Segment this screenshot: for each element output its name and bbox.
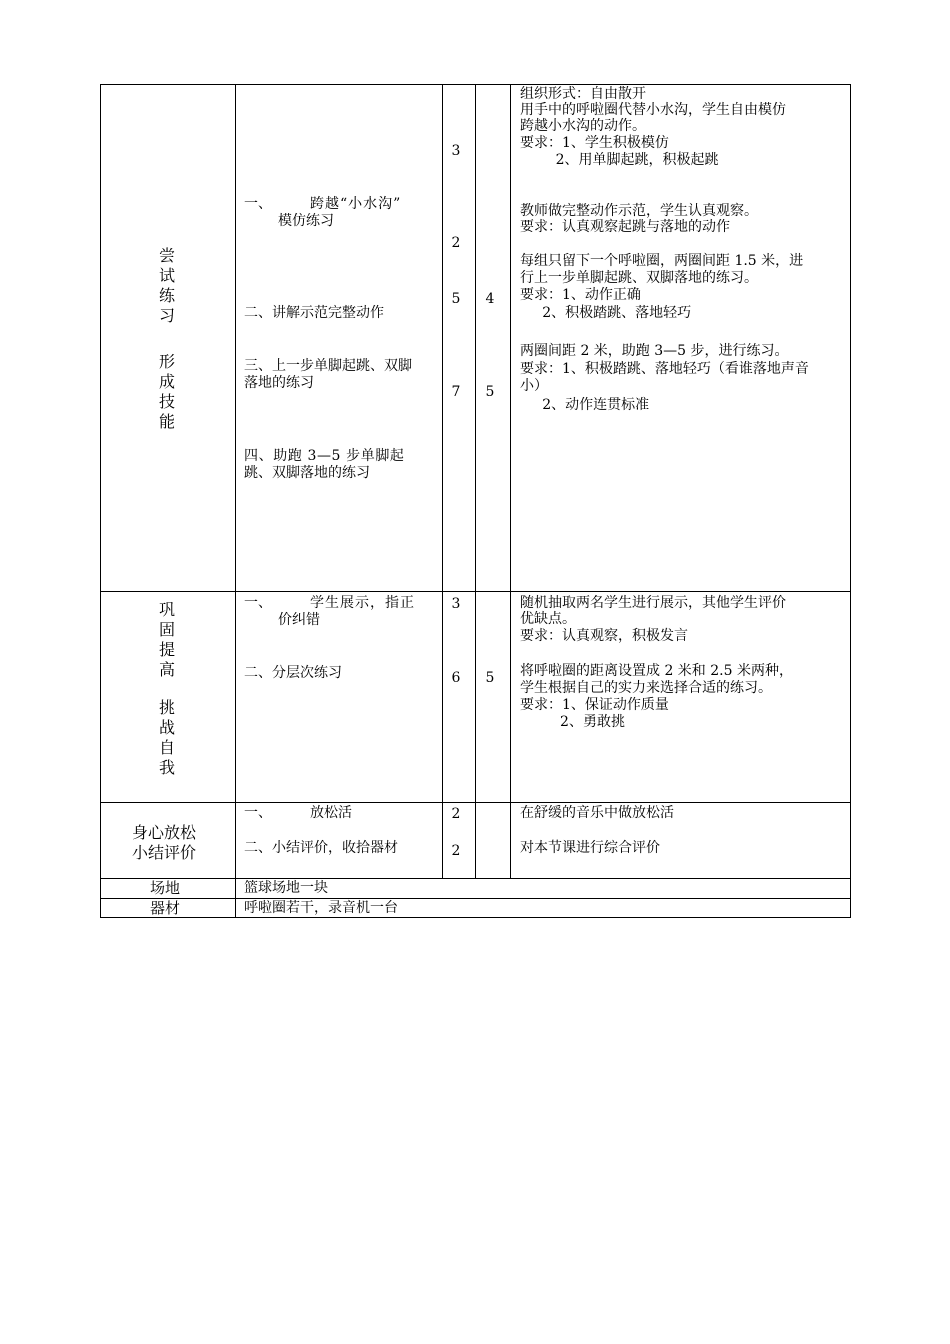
stage-label-consolidate [152, 600, 182, 778]
method-line: 教师做完整动作示范，学生认真观察。 [520, 203, 758, 219]
time-value: 3 [451, 596, 461, 612]
method-line: 2、勇敢挑 [520, 714, 625, 730]
time-value: 2 [451, 843, 461, 859]
stage-char: 技 [158, 392, 175, 411]
column-divider [235, 84, 236, 918]
stage-char: 练 [158, 286, 175, 305]
table-border-bottom [100, 917, 851, 918]
method-line: 两圈间距 2 米，助跑 3—5 步，进行练习。 [520, 343, 789, 359]
venue-label: 场地 [150, 879, 181, 897]
column-divider [510, 84, 511, 878]
time-value: 6 [451, 670, 461, 686]
method-line: 要求：认真观察，积极发言 [520, 628, 688, 644]
equipment-value: 呼啦圈若干，录音机一台 [244, 900, 398, 916]
method-line: 要求：认真观察起跳与落地的动作 [520, 219, 730, 235]
table-border-right [850, 84, 851, 918]
content-item-3-line1: 三、上一步单脚起跳、双脚 [244, 358, 412, 374]
stage-char: 试 [158, 266, 175, 285]
row-divider [100, 878, 851, 879]
time-value: 2 [451, 806, 461, 822]
method-line: 跨越小水沟的动作。 [520, 118, 646, 134]
table-border-left [100, 84, 101, 918]
content-item-1: 跨越“小水沟” [310, 196, 402, 212]
method-line: 行上一步单脚起跳、双脚落地的练习。 [520, 270, 758, 286]
method-line: 优缺点。 [520, 611, 576, 627]
stage-label-relax: 身心放松 [132, 823, 197, 842]
method-line: 在舒缓的音乐中做放松活 [520, 805, 674, 821]
row-divider [100, 898, 851, 899]
stage-char: 尝 [158, 246, 175, 265]
stage-char: 提 [158, 640, 175, 659]
stage-char: 能 [158, 412, 175, 431]
time-value: 2 [451, 235, 461, 251]
stage-char: 我 [158, 758, 175, 777]
content-item-1-prefix: 一、 [244, 805, 272, 821]
time-value: 3 [451, 143, 461, 159]
stage-char: 自 [158, 738, 175, 757]
stage-char: 固 [158, 620, 175, 639]
count-value: 4 [485, 291, 495, 307]
content-item-1-cont: 价纠错 [278, 612, 320, 628]
content-item-4-line1: 四、助跑 3—5 步单脚起 [244, 448, 405, 464]
content-item-1: 放松活 [310, 805, 352, 821]
method-line: 2、用单脚起跳，积极起跳 [520, 152, 719, 168]
stage-char: 高 [158, 660, 175, 679]
stage-char: 战 [158, 718, 175, 737]
method-line: 要求：1、积极踏跳、落地轻巧（看谁落地声音 [520, 361, 809, 377]
time-value: 7 [451, 384, 461, 400]
content-item-4-line2: 跳、双脚落地的练习 [244, 465, 370, 481]
count-value: 5 [485, 384, 495, 400]
content-item-2: 二、分层次练习 [244, 665, 342, 681]
time-value: 5 [451, 291, 461, 307]
stage-label-summary: 小结评价 [132, 843, 197, 862]
stage-label-practice [152, 246, 182, 432]
method-line: 要求：1、学生积极模仿 [520, 135, 669, 151]
method-line: 2、积极踏跳、落地轻巧 [520, 305, 692, 321]
method-line: 要求：1、动作正确 [520, 287, 641, 303]
count-value: 5 [485, 670, 495, 686]
content-item-2: 二、讲解示范完整动作 [244, 305, 384, 321]
content-item-2: 二、小结评价，收拾器材 [244, 840, 398, 856]
content-item-1: 学生展示，指正 [310, 595, 415, 611]
content-item-3-line2: 落地的练习 [244, 375, 314, 391]
method-line: 用手中的呼啦圈代替小水沟，学生自由模仿 [520, 102, 786, 118]
method-line: 学生根据自己的实力来选择合适的练习。 [520, 680, 772, 696]
venue-value: 篮球场地一块 [244, 880, 328, 896]
method-line: 随机抽取两名学生进行展示，其他学生评价 [520, 595, 786, 611]
column-divider [442, 84, 443, 878]
content-item-1-prefix: 一、 [244, 595, 272, 611]
method-line: 对本节课进行综合评价 [520, 840, 660, 856]
equipment-label: 器材 [150, 899, 181, 917]
stage-char: 成 [158, 372, 175, 391]
method-line: 2、动作连贯标准 [520, 397, 650, 413]
stage-char: 习 [158, 306, 175, 325]
content-item-1-prefix: 一、 [244, 196, 272, 212]
method-line: 每组只留下一个呼啦圈，两圈间距 1.5 米，进 [520, 253, 804, 269]
method-line: 组织形式：自由散开 [520, 86, 646, 102]
stage-char: 巩 [158, 600, 175, 619]
stage-char: 挑 [158, 698, 175, 717]
method-line: 将呼啦圈的距离设置成 2 米和 2.5 米两种， [520, 663, 793, 679]
method-line: 要求：1、保证动作质量 [520, 697, 669, 713]
content-item-1-cont: 模仿练习 [278, 213, 334, 229]
stage-char: 形 [158, 352, 175, 371]
column-divider [475, 84, 476, 878]
method-line: 小） [520, 378, 548, 394]
